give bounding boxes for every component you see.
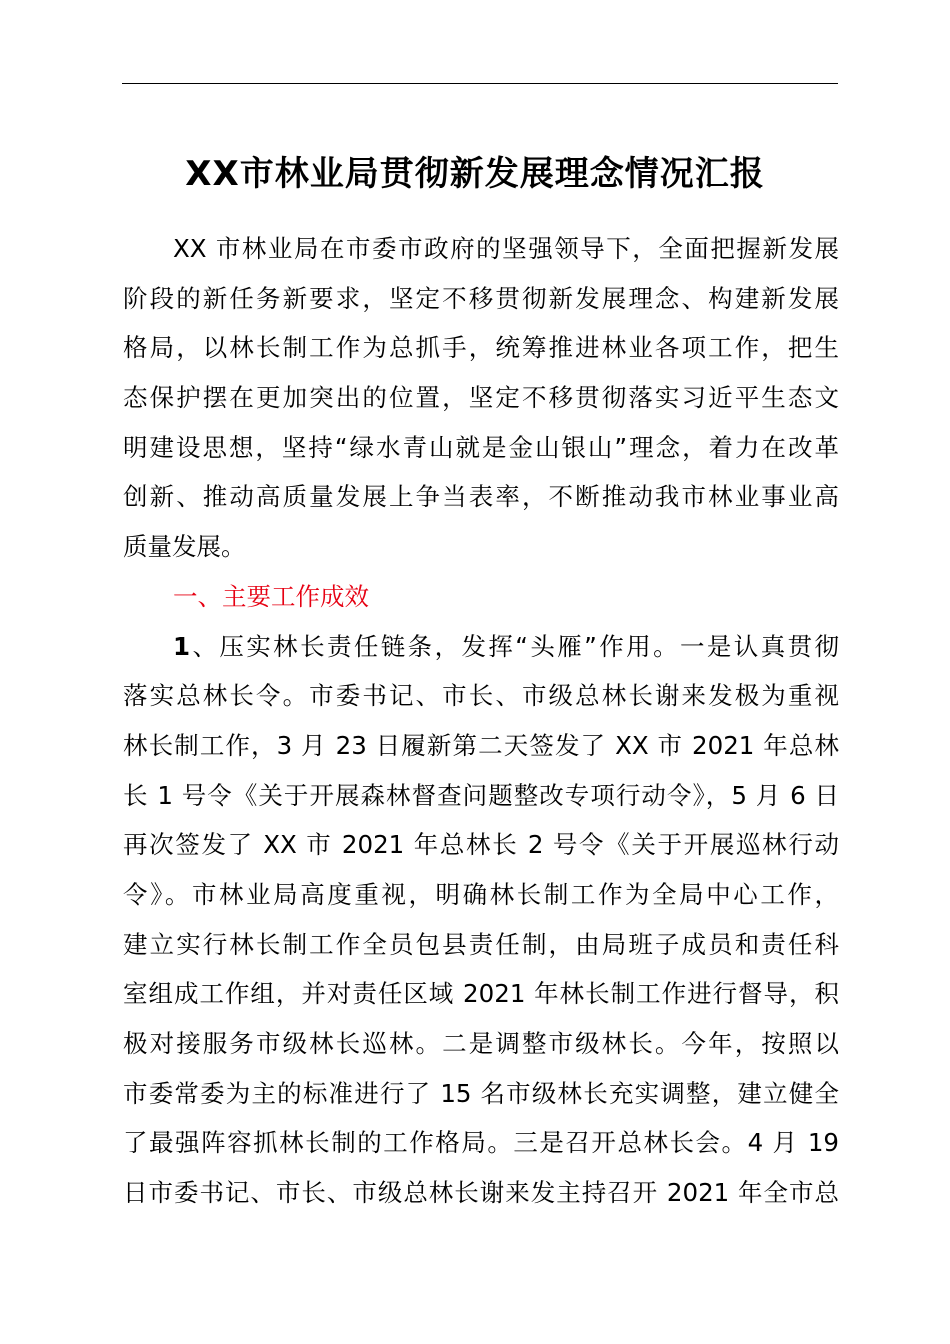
body-line: 了最强阵容抓林长制的工作格局。三是召开总林长会。4 月 19 [123, 1128, 839, 1158]
section-heading: 一、主要工作成效 [173, 581, 369, 611]
document-body [123, 224, 839, 1218]
body-line: 明建设思想，坚持“绿水青山就是金山银山”理念，着力在改革 [123, 432, 839, 462]
body-line: 创新、推动高质量发展上争当表率，不断推动我市林业事业高 [123, 482, 839, 512]
item-title: 、压实林长责任链条，发挥“头雁”作用。 [190, 631, 680, 661]
item-heading-line [123, 622, 839, 672]
body-line: 阶段的新任务新要求，坚定不移贯彻新发展理念、构建新发展 [123, 283, 839, 313]
body-line: 建立实行林长制工作全员包县责任制，由局班子成员和责任科 [123, 929, 839, 959]
item-text: 一是认真贯彻 [679, 631, 839, 661]
body-line: 市委常委为主的标准进行了 15 名市级林长充实调整，建立健全 [123, 1078, 839, 1108]
body-line: 落实总林长令。市委书记、市长、市级总林长谢来发极为重视 [123, 681, 839, 711]
body-line: 室组成工作组，并对责任区域 2021 年林长制工作进行督导，积 [123, 979, 839, 1009]
body-line: 极对接服务市级林长巡林。二是调整市级林长。今年，按照以 [123, 1029, 839, 1058]
body-line: 日市委书记、市长、市级总林长谢来发主持召开 2021 年全市总 [123, 1178, 839, 1208]
body-line: 质量发展。 [123, 532, 246, 562]
body-line: 格局，以林长制工作为总抓手，统筹推进林业各项工作，把生 [123, 333, 839, 363]
body-line: 再次签发了 XX 市 2021 年总林长 2 号令《关于开展巡林行动 [123, 830, 839, 860]
body-line: 令》。市林业局高度重视，明确林长制工作为全局中心工作， [123, 879, 839, 909]
body-line: 林长制工作，3 月 23 日履新第二天签发了 XX 市 2021 年总林 [123, 730, 839, 760]
item-number: 1 [173, 631, 191, 661]
header-rule [122, 83, 838, 84]
body-line: XX 市林业局在市委市政府的坚强领导下，全面把握新发展 [173, 234, 839, 263]
body-line: 长 1 号令《关于开展森林督查问题整改专项行动令》，5 月 6 日 [123, 780, 839, 810]
body-line: 态保护摆在更加突出的位置，坚定不移贯彻落实习近平生态文 [123, 383, 839, 413]
document-title: XX市林业局贯彻新发展理念情况汇报 [185, 154, 765, 194]
